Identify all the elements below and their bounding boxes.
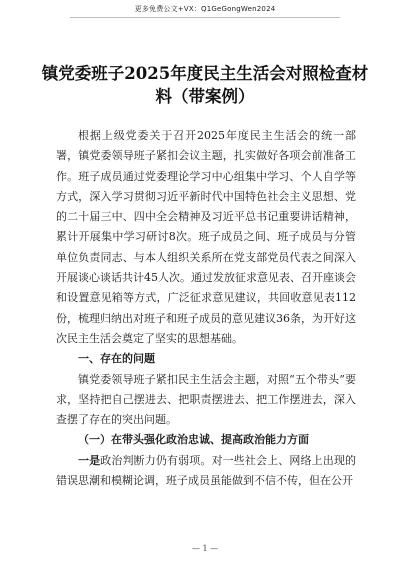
section-heading: 一、存在的问题	[78, 352, 155, 366]
document-title: 镇党委班子2025年度民主生活会对照检查材料（带案例）	[41, 64, 369, 106]
subsection-paragraph	[56, 451, 356, 492]
section-paragraph: 镇党委领导班子紧扣民主生活会主题，对照“五个带头”要求，坚持把自己摆进去、把职责摆进去、把工作摆进去，深入查摆了存在的突出问题。	[56, 372, 356, 427]
intro-paragraph: 根据上级党委关于召开2025年度民主生活会的统一部署，镇党委领导班子紧扣会议主题，扎实做好各项会前准备工作。班子成员通过党委理论学习中心组集中学习、个人自学等方式，深入学习贯彻习近平新时代中国特色社会主义思想、党的二十届三中、四中全会精神及习近平总书记重要讲话精神，累计开展集中学习研讨8次。班子成员之间、班子成员与分管单位负责同志、与本人组织关系所在党支部党员代表之间深入开展谈心谈话共计45人次。通过发放征求意见表、召开座谈会和设置意见箱等方式，广泛征求意见建议，共回收意见表112份，梳理归纳出对班子和班子成员的意见建议36条，为开好这次民主生活会奠定了坚实的思想基础。	[56, 129, 356, 345]
document-body	[56, 126, 356, 491]
paragraph-lead: 一是	[78, 453, 101, 467]
paragraph-text: 政治判断力仍有弱项。对一些社会上、网络上出现的错误思潮和模糊论调，班子成员虽能做到不信不传，但在公开	[56, 453, 356, 488]
subsection-heading: （一）在带头强化政治忠诚、提高政治能力方面	[78, 433, 309, 447]
header-note: 更多免费公文+VX：Q1GeGongWen2024	[134, 5, 276, 13]
page-number: — 1 —	[191, 544, 219, 553]
header-divider	[70, 17, 340, 18]
